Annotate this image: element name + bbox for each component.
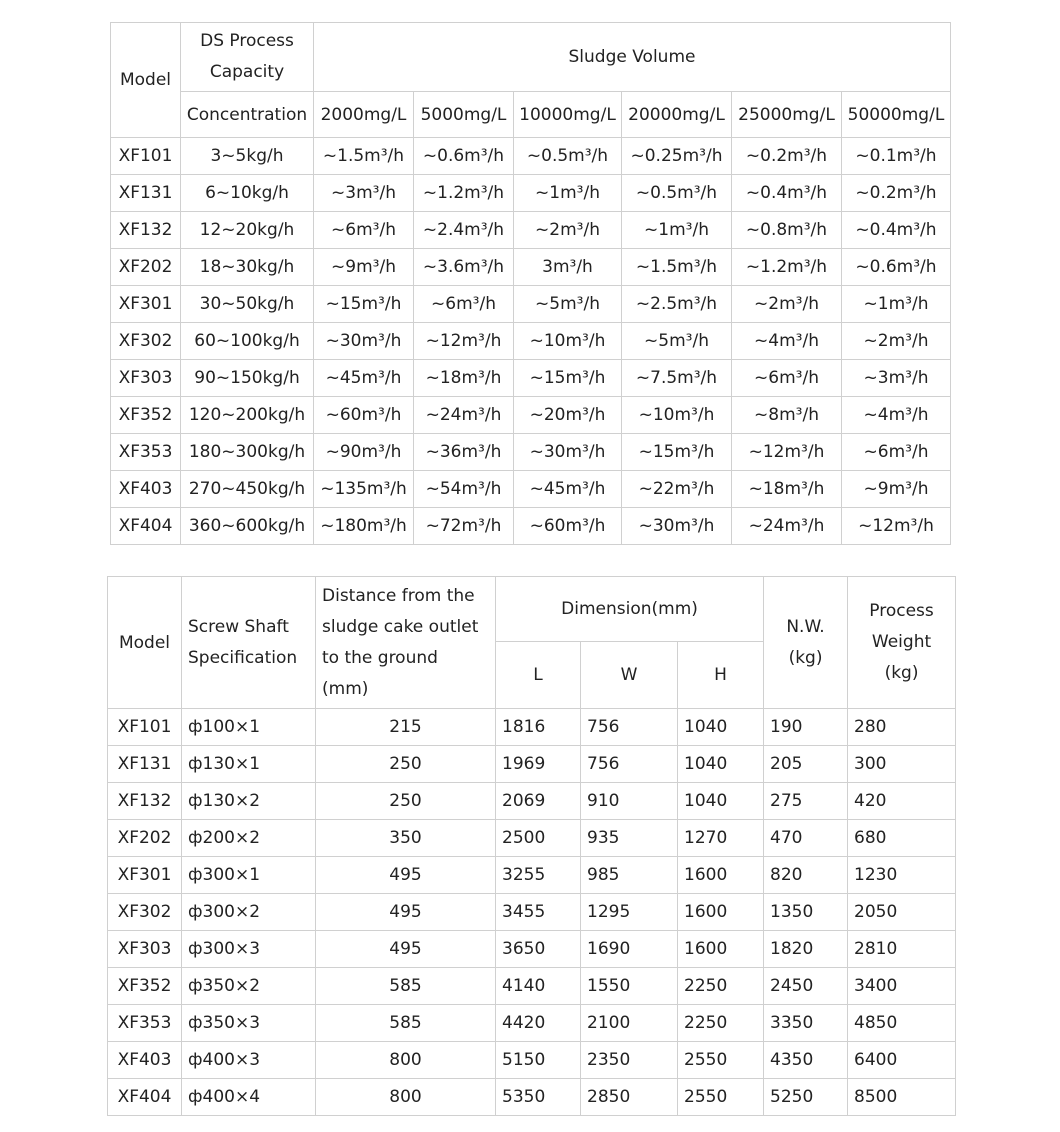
vol-50000-cell: ~3m³/h — [842, 360, 951, 397]
vol-25000-cell: ~0.8m³/h — [732, 212, 842, 249]
model-cell: XF302 — [108, 894, 182, 931]
distance-cell: 800 — [316, 1042, 496, 1079]
vol-20000-cell: ~30m³/h — [622, 508, 732, 545]
vol-2000-cell: ~30m³/h — [314, 323, 414, 360]
dim-l-cell: 1816 — [496, 709, 581, 746]
header-row — [111, 23, 951, 92]
model-cell: XF302 — [111, 323, 181, 360]
distance-cell: 495 — [316, 931, 496, 968]
distance-cell: 250 — [316, 783, 496, 820]
table-row — [111, 434, 951, 471]
model-cell: XF403 — [108, 1042, 182, 1079]
screw-shaft-cell: ф130×1 — [182, 746, 316, 783]
concentration-row — [111, 92, 951, 138]
vol-20000-cell: ~2.5m³/h — [622, 286, 732, 323]
table-row — [111, 471, 951, 508]
vol-20000-cell: ~1m³/h — [622, 212, 732, 249]
model-cell: XF101 — [108, 709, 182, 746]
process-weight-cell: 300 — [848, 746, 956, 783]
vol-5000-cell: ~6m³/h — [414, 286, 514, 323]
dim-l-cell: 2500 — [496, 820, 581, 857]
ds-capacity-cell: 360~600kg/h — [181, 508, 314, 545]
dim-h-cell: 2250 — [678, 1005, 764, 1042]
concentration-5000: 5000mg/L — [414, 92, 514, 138]
distance-cell: 585 — [316, 968, 496, 1005]
distance-cell: 350 — [316, 820, 496, 857]
model-cell: XF131 — [108, 746, 182, 783]
dim-w-cell: 1550 — [581, 968, 678, 1005]
nw-cell: 470 — [764, 820, 848, 857]
header-line: Capacity — [209, 62, 285, 82]
process-weight-cell: 3400 — [848, 968, 956, 1005]
vol-20000-cell: ~7.5m³/h — [622, 360, 732, 397]
vol-50000-cell: ~0.2m³/h — [842, 175, 951, 212]
vol-10000-cell: ~60m³/h — [514, 508, 622, 545]
dim-h-cell: 1600 — [678, 894, 764, 931]
vol-50000-cell: ~9m³/h — [842, 471, 951, 508]
ds-capacity-cell: 18~30kg/h — [181, 249, 314, 286]
dimension-header: Dimension(mm) — [496, 577, 764, 642]
nw-cell: 4350 — [764, 1042, 848, 1079]
sludge-volume-table-body — [111, 23, 951, 545]
screw-shaft-cell: ф300×1 — [182, 857, 316, 894]
vol-5000-cell: ~54m³/h — [414, 471, 514, 508]
sludge-volume-table — [110, 22, 951, 545]
vol-10000-cell: ~5m³/h — [514, 286, 622, 323]
table-row — [108, 709, 956, 746]
dim-w-cell: 935 — [581, 820, 678, 857]
vol-2000-cell: ~15m³/h — [314, 286, 414, 323]
header-line: Specification — [188, 647, 298, 668]
header-line: (kg) — [788, 647, 823, 668]
header-line: DS Process — [200, 31, 294, 51]
dim-h-cell: 1040 — [678, 746, 764, 783]
model-cell: XF132 — [111, 212, 181, 249]
distance-cell: 495 — [316, 857, 496, 894]
vol-25000-cell: ~4m³/h — [732, 323, 842, 360]
table-row — [111, 360, 951, 397]
ds-capacity-cell: 12~20kg/h — [181, 212, 314, 249]
table-row — [111, 212, 951, 249]
dim-h-cell: 2250 — [678, 968, 764, 1005]
nw-cell: 5250 — [764, 1079, 848, 1116]
dim-h-cell: 2550 — [678, 1042, 764, 1079]
vol-25000-cell: ~1.2m³/h — [732, 249, 842, 286]
vol-25000-cell: ~18m³/h — [732, 471, 842, 508]
distance-cell: 495 — [316, 894, 496, 931]
dim-h-cell: 1040 — [678, 783, 764, 820]
screw-shaft-cell: ф300×3 — [182, 931, 316, 968]
vol-2000-cell: ~3m³/h — [314, 175, 414, 212]
vol-2000-cell: ~90m³/h — [314, 434, 414, 471]
dim-h-header: H — [678, 642, 764, 709]
screw-shaft-cell: ф130×2 — [182, 783, 316, 820]
table-row — [108, 857, 956, 894]
vol-5000-cell: ~12m³/h — [414, 323, 514, 360]
vol-50000-cell: ~2m³/h — [842, 323, 951, 360]
vol-10000-cell: ~2m³/h — [514, 212, 622, 249]
table-row — [111, 249, 951, 286]
vol-5000-cell: ~2.4m³/h — [414, 212, 514, 249]
ds-capacity-cell: 90~150kg/h — [181, 360, 314, 397]
table-row — [111, 508, 951, 545]
ds-capacity-cell: 3~5kg/h — [181, 138, 314, 175]
vol-10000-cell: ~45m³/h — [514, 471, 622, 508]
dim-l-cell: 4140 — [496, 968, 581, 1005]
vol-50000-cell: ~4m³/h — [842, 397, 951, 434]
dimension-table — [107, 576, 956, 1116]
vol-20000-cell: ~5m³/h — [622, 323, 732, 360]
nw-cell: 3350 — [764, 1005, 848, 1042]
dim-w-cell: 1295 — [581, 894, 678, 931]
header-line: to the ground — [322, 647, 438, 668]
table-row — [111, 397, 951, 434]
model-cell: XF303 — [111, 360, 181, 397]
table-row — [108, 783, 956, 820]
vol-5000-cell: ~3.6m³/h — [414, 249, 514, 286]
dim-l-header: L — [496, 642, 581, 709]
vol-50000-cell: ~0.1m³/h — [842, 138, 951, 175]
vol-25000-cell: ~8m³/h — [732, 397, 842, 434]
process-weight-cell: 2810 — [848, 931, 956, 968]
process-weight-cell: 680 — [848, 820, 956, 857]
ds-process-capacity-header — [181, 23, 314, 92]
model-cell: XF403 — [111, 471, 181, 508]
header-line: Weight — [871, 632, 932, 652]
vol-10000-cell: ~15m³/h — [514, 360, 622, 397]
concentration-header: Concentration — [181, 92, 314, 138]
ds-capacity-cell: 120~200kg/h — [181, 397, 314, 434]
vol-50000-cell: ~6m³/h — [842, 434, 951, 471]
table-row — [111, 323, 951, 360]
concentration-2000: 2000mg/L — [314, 92, 414, 138]
dim-h-cell: 1600 — [678, 931, 764, 968]
vol-10000-cell: ~0.5m³/h — [514, 138, 622, 175]
model-cell: XF301 — [111, 286, 181, 323]
nw-cell: 2450 — [764, 968, 848, 1005]
vol-25000-cell: ~0.4m³/h — [732, 175, 842, 212]
distance-cell: 800 — [316, 1079, 496, 1116]
table-row — [108, 894, 956, 931]
vol-25000-cell: ~2m³/h — [732, 286, 842, 323]
vol-5000-cell: ~36m³/h — [414, 434, 514, 471]
model-cell: XF301 — [108, 857, 182, 894]
model-cell: XF202 — [111, 249, 181, 286]
vol-20000-cell: ~0.5m³/h — [622, 175, 732, 212]
vol-5000-cell: ~0.6m³/h — [414, 138, 514, 175]
table-row — [108, 1005, 956, 1042]
screw-shaft-header — [182, 577, 316, 709]
dim-l-cell: 3650 — [496, 931, 581, 968]
model-header: Model — [111, 23, 181, 138]
process-weight-cell: 8500 — [848, 1079, 956, 1116]
dim-w-cell: 756 — [581, 709, 678, 746]
process-weight-cell: 280 — [848, 709, 956, 746]
distance-cell: 250 — [316, 746, 496, 783]
dim-h-cell: 1040 — [678, 709, 764, 746]
table-row — [111, 138, 951, 175]
ds-capacity-cell: 60~100kg/h — [181, 323, 314, 360]
process-weight-cell: 1230 — [848, 857, 956, 894]
model-cell: XF353 — [111, 434, 181, 471]
dim-l-cell: 5350 — [496, 1079, 581, 1116]
distance-cell: 215 — [316, 709, 496, 746]
screw-shaft-cell: ф350×3 — [182, 1005, 316, 1042]
dim-l-cell: 2069 — [496, 783, 581, 820]
vol-10000-cell: ~30m³/h — [514, 434, 622, 471]
nw-cell: 190 — [764, 709, 848, 746]
screw-shaft-cell: ф400×3 — [182, 1042, 316, 1079]
vol-20000-cell: ~1.5m³/h — [622, 249, 732, 286]
process-weight-cell: 2050 — [848, 894, 956, 931]
screw-shaft-cell: ф300×2 — [182, 894, 316, 931]
dim-w-header: W — [581, 642, 678, 709]
ds-capacity-cell: 30~50kg/h — [181, 286, 314, 323]
vol-2000-cell: ~1.5m³/h — [314, 138, 414, 175]
table-row — [108, 931, 956, 968]
model-header: Model — [108, 577, 182, 709]
table-row — [108, 820, 956, 857]
vol-25000-cell: ~24m³/h — [732, 508, 842, 545]
header-line: sludge cake outlet — [322, 616, 479, 637]
nw-header — [764, 577, 848, 709]
dim-w-cell: 756 — [581, 746, 678, 783]
vol-20000-cell: ~15m³/h — [622, 434, 732, 471]
concentration-25000: 25000mg/L — [732, 92, 842, 138]
process-weight-cell: 420 — [848, 783, 956, 820]
nw-cell: 205 — [764, 746, 848, 783]
dimension-table-body — [108, 577, 956, 1116]
ds-capacity-cell: 180~300kg/h — [181, 434, 314, 471]
vol-10000-cell: 3m³/h — [514, 249, 622, 286]
model-cell: XF353 — [108, 1005, 182, 1042]
sludge-volume-header: Sludge Volume — [314, 23, 951, 92]
vol-50000-cell: ~1m³/h — [842, 286, 951, 323]
vol-50000-cell: ~0.4m³/h — [842, 212, 951, 249]
nw-cell: 1820 — [764, 931, 848, 968]
table-row — [108, 746, 956, 783]
screw-shaft-cell: ф350×2 — [182, 968, 316, 1005]
vol-50000-cell: ~0.6m³/h — [842, 249, 951, 286]
concentration-20000: 20000mg/L — [622, 92, 732, 138]
dim-h-cell: 2550 — [678, 1079, 764, 1116]
model-cell: XF101 — [111, 138, 181, 175]
process-weight-cell: 4850 — [848, 1005, 956, 1042]
vol-2000-cell: ~180m³/h — [314, 508, 414, 545]
header-line: N.W. — [786, 616, 825, 637]
dim-h-cell: 1270 — [678, 820, 764, 857]
vol-20000-cell: ~22m³/h — [622, 471, 732, 508]
dim-l-cell: 3455 — [496, 894, 581, 931]
concentration-50000: 50000mg/L — [842, 92, 951, 138]
dim-w-cell: 2100 — [581, 1005, 678, 1042]
model-cell: XF404 — [111, 508, 181, 545]
process-weight-header — [848, 577, 956, 709]
dim-l-cell: 5150 — [496, 1042, 581, 1079]
dim-l-cell: 3255 — [496, 857, 581, 894]
nw-cell: 820 — [764, 857, 848, 894]
dim-l-cell: 4420 — [496, 1005, 581, 1042]
vol-5000-cell: ~1.2m³/h — [414, 175, 514, 212]
vol-20000-cell: ~10m³/h — [622, 397, 732, 434]
model-cell: XF131 — [111, 175, 181, 212]
table-row — [111, 286, 951, 323]
table-row — [108, 1042, 956, 1079]
vol-25000-cell: ~0.2m³/h — [732, 138, 842, 175]
header-line: (mm) — [322, 678, 369, 699]
dim-w-cell: 2350 — [581, 1042, 678, 1079]
vol-2000-cell: ~6m³/h — [314, 212, 414, 249]
header-row — [108, 577, 956, 642]
ds-capacity-cell: 270~450kg/h — [181, 471, 314, 508]
ds-capacity-cell: 6~10kg/h — [181, 175, 314, 212]
header-line: Process — [869, 601, 934, 621]
vol-25000-cell: ~12m³/h — [732, 434, 842, 471]
vol-20000-cell: ~0.25m³/h — [622, 138, 732, 175]
model-cell: XF132 — [108, 783, 182, 820]
vol-5000-cell: ~24m³/h — [414, 397, 514, 434]
header-line: (kg) — [884, 663, 919, 683]
vol-5000-cell: ~72m³/h — [414, 508, 514, 545]
vol-2000-cell: ~9m³/h — [314, 249, 414, 286]
dim-h-cell: 1600 — [678, 857, 764, 894]
vol-2000-cell: ~135m³/h — [314, 471, 414, 508]
dim-w-cell: 2850 — [581, 1079, 678, 1116]
distance-cell: 585 — [316, 1005, 496, 1042]
table-row — [108, 1079, 956, 1116]
vol-10000-cell: ~20m³/h — [514, 397, 622, 434]
table-row — [111, 175, 951, 212]
model-cell: XF202 — [108, 820, 182, 857]
vol-25000-cell: ~6m³/h — [732, 360, 842, 397]
process-weight-cell: 6400 — [848, 1042, 956, 1079]
vol-2000-cell: ~45m³/h — [314, 360, 414, 397]
nw-cell: 1350 — [764, 894, 848, 931]
header-line: Screw Shaft — [188, 616, 289, 637]
table-row — [108, 968, 956, 1005]
model-cell: XF352 — [108, 968, 182, 1005]
vol-10000-cell: ~10m³/h — [514, 323, 622, 360]
vol-5000-cell: ~18m³/h — [414, 360, 514, 397]
concentration-10000: 10000mg/L — [514, 92, 622, 138]
model-cell: XF404 — [108, 1079, 182, 1116]
distance-header — [316, 577, 496, 709]
model-cell: XF303 — [108, 931, 182, 968]
dim-l-cell: 1969 — [496, 746, 581, 783]
model-cell: XF352 — [111, 397, 181, 434]
screw-shaft-cell: ф200×2 — [182, 820, 316, 857]
dim-w-cell: 985 — [581, 857, 678, 894]
nw-cell: 275 — [764, 783, 848, 820]
screw-shaft-cell: ф100×1 — [182, 709, 316, 746]
vol-50000-cell: ~12m³/h — [842, 508, 951, 545]
dim-w-cell: 910 — [581, 783, 678, 820]
screw-shaft-cell: ф400×4 — [182, 1079, 316, 1116]
dim-w-cell: 1690 — [581, 931, 678, 968]
vol-2000-cell: ~60m³/h — [314, 397, 414, 434]
header-line: Distance from the — [322, 585, 475, 606]
vol-10000-cell: ~1m³/h — [514, 175, 622, 212]
